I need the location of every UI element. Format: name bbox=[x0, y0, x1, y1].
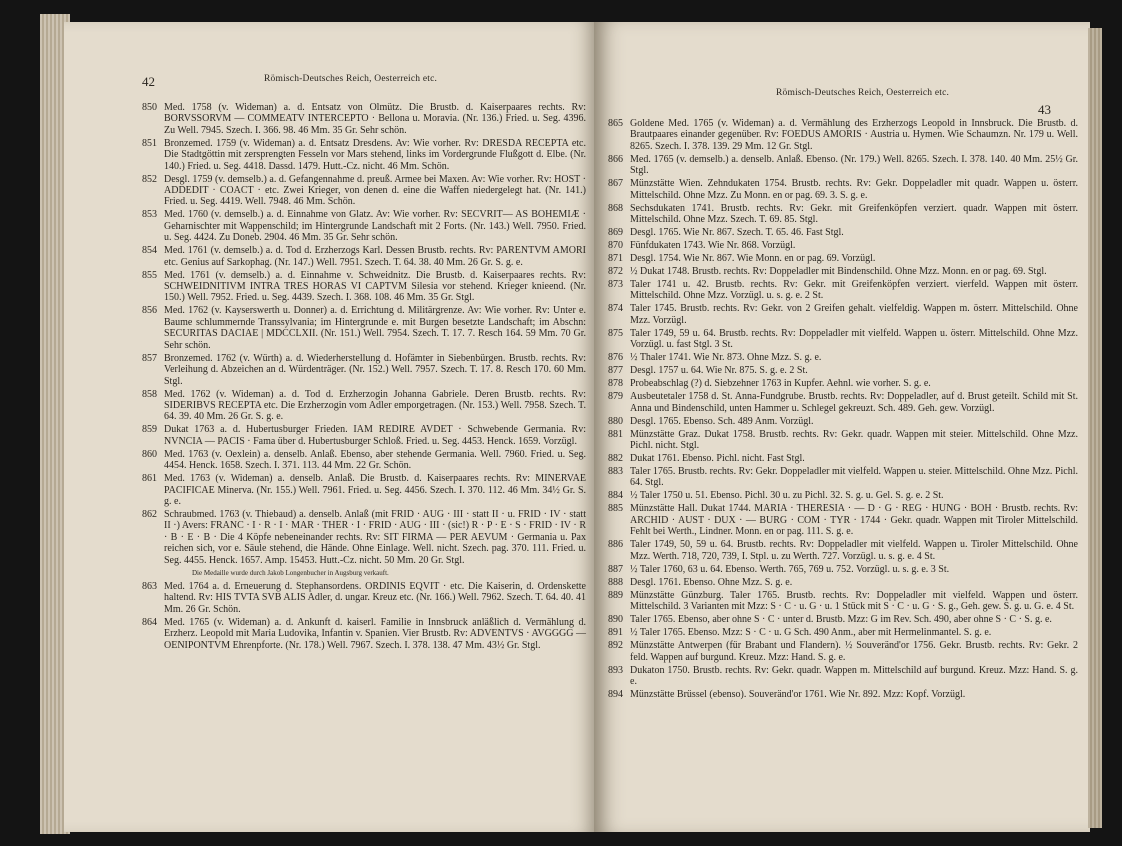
catalog-entry bbox=[142, 209, 586, 243]
entry-number: 876 bbox=[608, 352, 623, 364]
entry-text: Desgl. 1761. Ebenso. Ohne Mzz. S. g. e. bbox=[630, 576, 793, 588]
entry-number: 892 bbox=[608, 640, 623, 652]
entry-number: 888 bbox=[608, 576, 623, 588]
entry-number: 875 bbox=[608, 327, 623, 339]
entry-number: 871 bbox=[608, 253, 623, 265]
entry-number: 855 bbox=[142, 269, 157, 281]
entry-number: 870 bbox=[608, 240, 623, 252]
entry-number: 869 bbox=[608, 227, 623, 239]
entry-text: Med. 1761 (v. demselb.) a. d. Einnahme v. Schweidnitz. Die Brustb. d. Kaiserpaares rechts. Rv: SCHWEIDNITIVM INTRA TRES HORAS VI CAPTVM Silesia vor stehend. Krieger knieend. (Nr. 150.) Well. 7952. Fried. u. Seg. 4439. Szech. I. 368. 108. 46 Mm. 35 Gr. Stgl. bbox=[164, 269, 586, 304]
entry-text: Med. 1761 (v. demselb.) a. d. Tod d. Erzherzogs Karl. Dessen Brustb. rechts. Rv: PARENTVM AMORI etc. Genius auf Sarkophag. (Nr. 147.) Well. 7951. Szech. T. 64. 38. 40 Mm. 26 Gr. S. g. e. bbox=[164, 245, 586, 268]
entry-text: Taler 1745. Brustb. rechts. Rv: Gekr. von 2 Greifen gehalt. vielfeldig. Wappen m. österr. Mittelschild. Ohne Mzz. Vorzügl. bbox=[630, 303, 1078, 326]
catalog-entry bbox=[608, 118, 1078, 152]
entry-number: 873 bbox=[608, 279, 623, 291]
entry-text: Bronzemed. 1762 (v. Würth) a. d. Wiederherstellung d. Hofämter in Siebenbürgen. Brustb. rechts. Rv: Verleihung d. Abzeichen an d. Würdenträger. (Nr. 152.) Well. 7957. Szech. T. 17. 8. Resch 170. 60 Mm. Stgl. bbox=[164, 352, 586, 387]
page-number: 43 bbox=[1038, 102, 1051, 117]
catalog-entry bbox=[142, 245, 586, 268]
entry-number: 864 bbox=[142, 616, 157, 628]
entry-number: 882 bbox=[608, 453, 623, 465]
catalog-entry bbox=[142, 509, 586, 566]
entry-text: ½ Taler 1765. Ebenso. Mzz: S · C · u. G Sch. 490 Anm., aber mit Hermelinmantel. S. g. e. bbox=[630, 627, 992, 639]
catalog-entry bbox=[608, 378, 1078, 389]
entry-number: 872 bbox=[608, 266, 623, 278]
entry-number: 889 bbox=[608, 589, 623, 601]
right-page bbox=[594, 22, 1090, 832]
entry-number: 893 bbox=[608, 664, 623, 676]
catalog-entry bbox=[608, 466, 1078, 489]
entry-number: 886 bbox=[608, 539, 623, 551]
page-stack-right bbox=[1088, 28, 1102, 828]
catalog-entry bbox=[608, 590, 1078, 613]
entry-text: Med. 1760 (v. demselb.) a. d. Einnahme von Glatz. Av: Wie vorher. Rv: SECVRIT— AS BOHEMIÆ · Geharnischter mit Wappenschild; im Hintergrunde Landschaft mit 2 Forts. (Nr. 143.) Well. 7950. Fried. u. Seg. 4424. Zu Doneb. 2904. 46 Mm. 35 Gr. Sehr schön. bbox=[164, 209, 586, 244]
footnote: Die Medaille wurde durch Jakob Longenbucher in Augsburg verkauft. bbox=[192, 568, 389, 577]
catalog-entry bbox=[608, 490, 1078, 501]
entry-text: ½ Taler 1760, 63 u. 64. Ebenso. Werth. 765, 769 u. 752. Vorzügl. u. s. g. e. 3 St. bbox=[630, 563, 950, 575]
entry-number: 863 bbox=[142, 580, 157, 592]
page-number: 42 bbox=[142, 74, 155, 89]
catalog-entry bbox=[608, 266, 1078, 277]
catalog-entry bbox=[608, 253, 1078, 264]
entry-number: 861 bbox=[142, 473, 157, 485]
catalog-entry bbox=[142, 305, 586, 351]
catalog-entry bbox=[142, 353, 586, 387]
entry-number: 860 bbox=[142, 448, 157, 460]
entry-text: Med. 1764 a. d. Erneuerung d. Stephansordens. ORDINIS EQVIT · etc. Die Kaiserin, d. Ordenskette haltend. Rv: HIS TVTA SVB ALIS Adler, d. ungar. Kreuz etc. (Nr. 166.) Well. 7962. Szech. T. 64. 40. 41 Mm. 26 Gr. Schön. bbox=[164, 580, 586, 615]
entry-number: 851 bbox=[142, 137, 157, 149]
catalog-entry bbox=[142, 174, 586, 208]
catalog-entry bbox=[608, 577, 1078, 588]
entry-text: Sechsdukaten 1741. Brustb. rechts. Rv: Gekr. mit Greifenköpfen verziert. quadr. Wappen mit österr. Mittelschild. Ohne Mzz. Szech. T. 69. 85. Stgl. bbox=[630, 202, 1078, 226]
entry-number: 852 bbox=[142, 173, 157, 185]
catalog-entry bbox=[142, 424, 586, 447]
entry-text: Desgl. 1757 u. 64. Wie Nr. 875. S. g. e. 2 St. bbox=[630, 365, 808, 377]
entry-number: 857 bbox=[142, 352, 157, 364]
entry-text: Med. 1758 (v. Wideman) a. d. Entsatz von Olmütz. Die Brustb. d. Kaiserpaares rechts. Rv: BORVSSORVM — COMMEATV INTERCEPTO · Bellona u. Moravia. (Nr. 136.) Fried. u. Seg. 4396. Zu Well. 7945. Szech. I. 366. 98. 46 Mm. 35 Gr. Sehr schön. bbox=[164, 102, 586, 136]
catalog-entry bbox=[142, 102, 586, 136]
entry-number: 878 bbox=[608, 378, 623, 390]
catalog-entry bbox=[608, 203, 1078, 226]
catalog-entry bbox=[608, 453, 1078, 464]
entry-number: 867 bbox=[608, 178, 623, 190]
catalog-entry bbox=[608, 328, 1078, 351]
entry-number: 865 bbox=[608, 118, 623, 129]
entry-text: Desgl. 1765. Ebenso. Sch. 489 Anm. Vorzügl. bbox=[630, 415, 814, 427]
entry-number: 853 bbox=[142, 209, 157, 221]
entry-number: 854 bbox=[142, 245, 157, 257]
catalog-entry bbox=[608, 154, 1078, 177]
entry-number: 890 bbox=[608, 614, 623, 626]
entry-number: 894 bbox=[608, 688, 623, 700]
entry-number: 858 bbox=[142, 388, 157, 400]
entry-text: Taler 1765. Brustb. rechts. Rv: Gekr. Doppeladler mit vielfeld. Wappen u. steier. Mittelschild. Ohne Mzz. Pichl. 64. Stgl. bbox=[630, 466, 1078, 489]
entry-text: Münzstätte Günzburg. Taler 1765. Brustb. rechts. Rv: Doppeladler mit vielfeld. Wappen und österr. Mittelschild. 3 Varianten mit Mzz: S · C · u. G · u. 1 Stück mit S · C · u. G · S. g., Geh. gew. S. g. u. G. e. 4 St. bbox=[630, 589, 1078, 613]
entry-text: Med. 1762 (v. Kayserswerth u. Donner) a. d. Errichtung d. Militärgrenze. Av: Wie vorher. Rv: Unter e. Baume schlummernde Transsylvania; im Hintergrunde e. mit Burgen besetzte Landschaft; im Abschn: SECURITAS DACIAE | MDCCLXII. (Nr. 151.) Well. 7954. Szech. T. 17. 7. Resch 164. 59 Mm. 70 Gr. Sehr schön. bbox=[164, 305, 586, 351]
entry-text: Desgl. 1754. Wie Nr. 867. Wie Monn. en or pag. 69. Vorzügl. bbox=[630, 253, 876, 265]
catalog-entry bbox=[608, 614, 1078, 625]
entry-number: 891 bbox=[608, 627, 623, 639]
entry-text: Münzstätte Hall. Dukat 1744. MARIA · THERESIA · — D · G · REG · HUNG · BOH · Brustb. rechts. Rv: ARCHID · AUST · DUX · — BURG · COM · TYR · 1744 · Gekr. quadr. Wappen mit Tiroler Mittelschild. Fehlt bei Werth., Lindner. Monn. en or pag. 111. S. g. e. bbox=[630, 503, 1078, 538]
catalog-entry bbox=[142, 389, 586, 423]
catalog-entry bbox=[608, 227, 1078, 238]
catalog-entry bbox=[608, 391, 1078, 414]
catalog-entry bbox=[142, 581, 586, 615]
entry-number: 883 bbox=[608, 466, 623, 478]
left-page bbox=[64, 22, 594, 832]
catalog-entry bbox=[142, 617, 586, 651]
entry-text: Ausbeutetaler 1758 d. St. Anna-Fundgrube. Brustb. rechts. Rv: Doppeladler, auf d. Brust geteilt. Schild mit St. Anna und Bindenschild, unten Hammer u. Schlegel gekreuzt. Sch. 489. Geh. gew. Vorzügl. bbox=[630, 391, 1078, 414]
entry-text: Dukaton 1750. Brustb. rechts. Rv: Gekr. quadr. Wappen m. Mittelschild auf burgund. Kreuz. Mzz: Hand. S. g. e. bbox=[630, 664, 1078, 687]
catalog-entry bbox=[608, 640, 1078, 663]
entry-text: Taler 1765. Ebenso, aber ohne S · C · unter d. Brustb. Mzz: G im Rev. Sch. 490, aber ohne S · C · S. g. e. bbox=[630, 614, 1052, 626]
catalog-entry bbox=[608, 627, 1078, 638]
catalog-entry bbox=[608, 503, 1078, 537]
entry-text: Med. 1763 (v. Oexlein) a. denselb. Anlaß. Ebenso, aber stehende Germania. Well. 7960. Fried. u. Seg. 4454. Henck. 1658. Szech. I. 371. 113. 44 Mm. 22 Gr. Schön. bbox=[164, 448, 586, 472]
entry-text: ½ Thaler 1741. Wie Nr. 873. Ohne Mzz. S. g. e. bbox=[630, 352, 822, 364]
catalog-entry bbox=[142, 270, 586, 304]
entry-number: 862 bbox=[142, 508, 157, 520]
entry-number: 881 bbox=[608, 428, 623, 440]
catalog-entry bbox=[608, 539, 1078, 562]
catalog-entry bbox=[142, 473, 586, 507]
entry-number: 859 bbox=[142, 424, 157, 436]
entry-text: Taler 1741 u. 42. Brustb. rechts. Rv: Gekr. mit Greifenköpfen verziert. vierfeld. Wappen mit österr. Mittelschild. Ohne Mzz. Vorzügl. u. s. g. e. 2 St. bbox=[630, 279, 1078, 302]
catalog-entry bbox=[608, 279, 1078, 302]
entry-text: ½ Taler 1750 u. 51. Ebenso. Pichl. 30 u. zu Pichl. 32. S. g. u. Gel. S. g. e. 2 St. bbox=[630, 490, 944, 502]
catalog-entry bbox=[608, 429, 1078, 452]
entry-number: 868 bbox=[608, 202, 623, 214]
catalog-entry bbox=[608, 564, 1078, 575]
entry-text: Münzstätte Wien. Zehndukaten 1754. Brustb. rechts. Rv: Gekr. Doppeladler mit quadr. Wappen u. österr. Mittelschild. Ohne Mzz. Zu Monn. en or pag. 69. 3. S. g. e. bbox=[630, 178, 1078, 201]
catalog-entry bbox=[608, 352, 1078, 363]
entry-list bbox=[142, 102, 586, 653]
entry-number: 850 bbox=[142, 102, 157, 113]
entry-number: 874 bbox=[608, 303, 623, 315]
entry-number: 884 bbox=[608, 490, 623, 502]
catalog-entry bbox=[608, 689, 1078, 700]
entry-number: 887 bbox=[608, 563, 623, 575]
entry-number: 879 bbox=[608, 391, 623, 403]
entry-number: 885 bbox=[608, 503, 623, 515]
catalog-entry bbox=[608, 303, 1078, 326]
entry-text: Dukat 1761. Ebenso. Pichl. nicht. Fast Stgl. bbox=[630, 453, 805, 465]
entry-text: Desgl. 1759 (v. demselb.) a. d. Gefangennahme d. preuß. Armee bei Maxen. Av: Wie vorher. Rv: HOST · ADDEDIT · COACT · etc. Zwei Krieger, von denen d. eine die Waffen niedergelegt hat. (Nr. 141.) Fried. u. Seg. 4419. Well. 7948. 46 Mm. Schön. bbox=[164, 173, 586, 208]
entry-text: Dukat 1763 a. d. Hubertusburger Frieden. IAM REDIRE AVDET · Schwebende Germania. Rv: NVNCIA — PACIS · Fama über d. Hubertusburger Schloß. Fried. u. Seg. 4453. Henck. 1659. Vorzügl. bbox=[164, 424, 586, 447]
running-header: Römisch-Deutsches Reich, Oesterreich etc. bbox=[776, 88, 950, 98]
entry-text: Bronzemed. 1759 (v. Wideman) a. d. Entsatz Dresdens. Av: Wie vorher. Rv: DRESDA RECEPTA etc. Die Stadtgöttin mit zersprengten Fesseln vor Mars stehend, links im Vordergrunde Flußgott d. Elbe. (Nr. 140.) Fried. u. Seg. 4418. Dassd. 1479. Hutt.-Cz. nicht. 46 Mm. Schön. bbox=[164, 137, 586, 172]
entry-text: Münzstätte Antwerpen (für Brabant und Flandern). ½ Souveränd'or 1756. Gekr. Brustb. rechts. Rv: Gekr. 2 feld. Wappen auf burgund. Kreuz. Mzz: Hand. S. g. e. bbox=[630, 640, 1078, 663]
entry-text: ½ Dukat 1748. Brustb. rechts. Rv: Doppeladler mit Bindenschild. Ohne Mzz. Monn. en or pag. 69. Stgl. bbox=[630, 266, 1047, 278]
entry-text: Med. 1762 (v. Wideman) a. d. Tod d. Erzherzogin Johanna Gabriele. Deren Brustb. rechts. Rv: SIDERIBVS RECEPTA etc. Die Erzherzogin vom Adler emporgetragen. (Nr. 153.) Well. 7958. Szech. T. 64. 39. 40 Mm. 26 Gr. S. g. e. bbox=[164, 388, 586, 423]
entry-text: Probeabschlag (?) d. Siebzehner 1763 in Kupfer. Aehnl. wie vorher. S. g. e. bbox=[630, 378, 931, 390]
catalog-entry bbox=[142, 449, 586, 472]
entry-text: Schraubmed. 1763 (v. Thiebaud) a. denselb. Anlaß (mit FRID · AUG · III · statt II · u. FRID · IV · statt II ·) Avers: FRANC · I · R · I · MAR · THER · I · FRID · AUG · III · (sic!) R · P · E · S · FRID · IV · R · B · E · B · Die 4 Köpfe nebeneinander rechts. Rv: SIT FIRMA — PER AEVUM · Germania u. Pax reichen sich, vor e. Säule stehend, die Hände. Ohne Einlage. Well. nicht. Szech. pag. 370. 111. Fried. u. Seg. 4455. Henck. 1657. Amp. 15453. Hutt.-Cz. nicht. 50 Mm. 20 Gr. Stgl. bbox=[164, 508, 586, 566]
entry-text: Med. 1763 (v. Wideman) a. denselb. Anlaß. Die Brustb. d. Kaiserpaares rechts. Rv: MINERVAE PACIFICAE Minerva. (Nr. 155.) Well. 7961. Fried. u. Seg. 4456. Szech. I. 370. 112. 46 Mm. 34½ Gr. S. g. e. bbox=[164, 473, 586, 507]
catalog-entry bbox=[608, 416, 1078, 427]
catalog-entry bbox=[608, 665, 1078, 688]
entry-text: Med. 1765 (v. Wideman) a. d. Ankunft d. kaiserl. Familie in Innsbruck anläßlich d. Vermählung d. Erzherz. Leopold mit Maria Ludovika, Infantin v. Spanien. Vier Brustb. Rv: ADVENTVS · AVGGGG — OENIPONTVM Ehrenpforte. (Nr. 178.) Well. 7967. Szech. I. 378. 138. 47 Mm. 43½ Gr. Stgl. bbox=[164, 616, 586, 651]
entry-text: Münzstätte Brüssel (ebenso). Souveränd'or 1761. Wie Nr. 892. Mzz: Kopf. Vorzügl. bbox=[630, 688, 966, 700]
entry-number: 877 bbox=[608, 365, 623, 377]
entry-list bbox=[608, 118, 1078, 702]
entry-text: Goldene Med. 1765 (v. Wideman) a. d. Vermählung des Erzherzogs Leopold in Innsbruck. Die Brustb. d. Brautpaares einander gegenüber. Rv: FOEDUS AMORIS · Austria u. Hymen. Wie Schaumzn. Nr. 179 u. Well. 8265. Szech. I. 378. 139. 29 Mm. 12 Gr. Stgl. bbox=[630, 118, 1078, 152]
entry-text: Desgl. 1765. Wie Nr. 867. Szech. T. 65. 46. Fast Stgl. bbox=[630, 227, 844, 239]
entry-number: 880 bbox=[608, 415, 623, 427]
catalog-entry bbox=[608, 240, 1078, 251]
entry-text: Med. 1765 (v. demselb.) a. denselb. Anlaß. Ebenso. (Nr. 179.) Well. 8265. Szech. I. 378. 140. 40 Mm. 25½ Gr. Stgl. bbox=[630, 153, 1078, 177]
entry-number: 856 bbox=[142, 305, 157, 317]
entry-text: Fünfdukaten 1743. Wie Nr. 868. Vorzügl. bbox=[630, 240, 796, 252]
entry-text: Münzstätte Graz. Dukat 1758. Brustb. rechts. Rv: Gekr. quadr. Wappen mit steier. Mittelschild. Ohne Mzz. Pichl. nicht. Stgl. bbox=[630, 428, 1078, 452]
catalog-entry bbox=[142, 138, 586, 172]
entry-text: Taler 1749, 59 u. 64. Brustb. rechts. Rv: Doppeladler mit vielfeld. Wappen u. österr. Mittelschild. Ohne Mzz. Vorzügl. u. fast Stgl. 3 St. bbox=[630, 327, 1078, 351]
entry-text: Taler 1749, 50, 59 u. 64. Brustb. rechts. Rv: Doppeladler mit vielfeld. Wappen u. Tiroler Mittelschild. Ohne Mzz. Werth. 718, 720, 739, I. Stpl. u. zu Werth. 727. Vorzügl. u. s. g. e. 4 St. bbox=[630, 539, 1078, 562]
catalog-entry bbox=[608, 178, 1078, 201]
running-header: Römisch-Deutsches Reich, Oesterreich etc. bbox=[264, 74, 438, 84]
catalog-entry bbox=[608, 365, 1078, 376]
entry-number: 866 bbox=[608, 153, 623, 165]
